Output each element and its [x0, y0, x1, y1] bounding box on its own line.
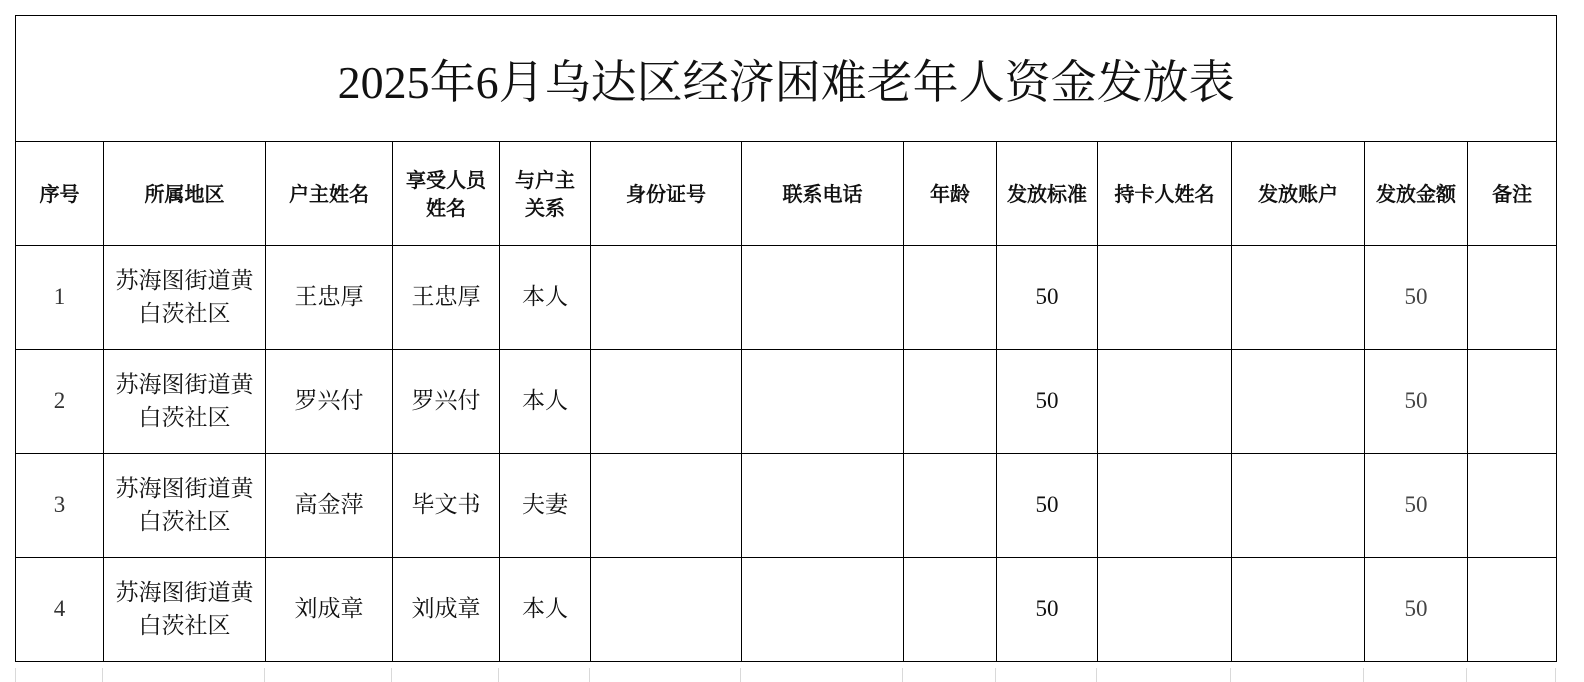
header-label-payment-account: 发放账户 — [1258, 181, 1338, 206]
cell-cardholder-name[interactable] — [1098, 454, 1232, 558]
gridline-cell — [392, 668, 499, 682]
cell-value-payment-amount: 50 — [1404, 596, 1428, 622]
cell-value-beneficiary-name: 王忠厚 — [411, 284, 481, 310]
header-id-number[interactable] — [591, 142, 742, 246]
cell-relation[interactable] — [500, 246, 591, 350]
cell-age[interactable] — [904, 558, 997, 662]
cell-value-seq: 2 — [53, 388, 66, 414]
header-label-householder-name: 户主姓名 — [289, 181, 369, 206]
cell-value-payment-amount: 50 — [1404, 284, 1428, 310]
gridline-cell — [1231, 668, 1364, 682]
cell-payment-standard[interactable] — [997, 350, 1098, 454]
cell-householder-name[interactable] — [266, 558, 393, 662]
header-payment-standard[interactable] — [997, 142, 1098, 246]
gridline-cell — [265, 668, 392, 682]
cell-payment-account[interactable] — [1232, 246, 1365, 350]
cell-value-beneficiary-name: 毕文书 — [411, 492, 481, 518]
gridline-cell — [499, 668, 590, 682]
cell-seq[interactable] — [16, 558, 104, 662]
gridline-cell — [15, 668, 103, 682]
table-row — [16, 558, 1557, 662]
header-cardholder-name[interactable] — [1098, 142, 1232, 246]
cell-beneficiary-name[interactable] — [393, 350, 500, 454]
title-row — [16, 16, 1557, 142]
cell-relation[interactable] — [500, 558, 591, 662]
gridline-cell — [103, 668, 265, 682]
column-header-row — [16, 142, 1557, 246]
header-seq[interactable] — [16, 142, 104, 246]
cell-payment-account[interactable] — [1232, 558, 1365, 662]
gridline-cell — [741, 668, 903, 682]
header-label-age: 年龄 — [930, 181, 970, 206]
cell-householder-name[interactable] — [266, 454, 393, 558]
cell-householder-name[interactable] — [266, 246, 393, 350]
cell-region[interactable] — [104, 246, 266, 350]
header-label-cardholder-name: 持卡人姓名 — [1114, 181, 1215, 206]
cell-cardholder-name[interactable] — [1098, 350, 1232, 454]
cell-relation[interactable] — [500, 350, 591, 454]
cell-payment-amount[interactable] — [1365, 454, 1468, 558]
cell-phone[interactable] — [742, 454, 904, 558]
cell-remark[interactable] — [1468, 558, 1557, 662]
cell-seq[interactable] — [16, 246, 104, 350]
header-payment-account[interactable] — [1232, 142, 1365, 246]
gridline-cell — [590, 668, 741, 682]
cell-value-relation: 本人 — [522, 388, 568, 414]
cell-value-relation: 本人 — [522, 596, 568, 622]
table-row — [16, 246, 1557, 350]
header-label-remark: 备注 — [1492, 181, 1533, 206]
cell-phone[interactable] — [742, 246, 904, 350]
cell-region[interactable] — [104, 558, 266, 662]
cell-value-region: 苏海图街道黄白茨社区 — [115, 476, 254, 534]
cell-value-beneficiary-name: 罗兴付 — [411, 388, 481, 414]
cell-value-seq: 1 — [53, 284, 66, 310]
table-row — [16, 350, 1557, 454]
cell-value-householder-name: 罗兴付 — [294, 388, 364, 414]
cell-value-payment-standard: 50 — [1035, 596, 1059, 622]
cell-age[interactable] — [904, 246, 997, 350]
cell-payment-amount[interactable] — [1365, 558, 1468, 662]
cell-payment-amount[interactable] — [1365, 246, 1468, 350]
cell-beneficiary-name[interactable] — [393, 558, 500, 662]
cell-value-relation: 本人 — [522, 284, 568, 310]
header-label-payment-standard: 发放标准 — [1007, 181, 1087, 206]
cell-value-payment-standard: 50 — [1035, 492, 1059, 518]
header-age[interactable] — [904, 142, 997, 246]
payment-table — [15, 15, 1557, 662]
cell-cardholder-name[interactable] — [1098, 558, 1232, 662]
cell-value-householder-name: 王忠厚 — [294, 284, 364, 310]
header-label-beneficiary-name: 享受人员姓名 — [406, 167, 486, 220]
table-title-cell[interactable] — [16, 16, 1557, 142]
cell-value-seq: 4 — [53, 596, 66, 622]
cell-value-payment-standard: 50 — [1035, 284, 1059, 310]
cell-region[interactable] — [104, 454, 266, 558]
cell-payment-account[interactable] — [1232, 454, 1365, 558]
header-label-id-number: 身份证号 — [626, 181, 706, 206]
header-beneficiary-name[interactable] — [393, 142, 500, 246]
cell-value-payment-amount: 50 — [1404, 492, 1428, 518]
gridline-cell — [903, 668, 996, 682]
header-label-region: 所属地区 — [144, 181, 225, 206]
cell-value-region: 苏海图街道黄白茨社区 — [115, 268, 254, 326]
cell-remark[interactable] — [1468, 350, 1557, 454]
cell-value-seq: 3 — [53, 492, 66, 518]
cell-householder-name[interactable] — [266, 350, 393, 454]
cell-relation[interactable] — [500, 454, 591, 558]
sheet-gridlines — [15, 668, 1556, 682]
header-label-seq: 序号 — [39, 181, 80, 206]
cell-age[interactable] — [904, 454, 997, 558]
cell-value-beneficiary-name: 刘成章 — [411, 596, 481, 622]
cell-value-relation: 夫妻 — [522, 492, 568, 518]
header-householder-name[interactable] — [266, 142, 393, 246]
cell-value-region: 苏海图街道黄白茨社区 — [115, 580, 254, 638]
cell-remark[interactable] — [1468, 246, 1557, 350]
cell-beneficiary-name[interactable] — [393, 246, 500, 350]
cell-remark[interactable] — [1468, 454, 1557, 558]
cell-beneficiary-name[interactable] — [393, 454, 500, 558]
gridline-cell — [1364, 668, 1467, 682]
header-label-phone: 联系电话 — [782, 181, 863, 206]
cell-seq[interactable] — [16, 350, 104, 454]
cell-id-number[interactable] — [591, 558, 742, 662]
cell-seq[interactable] — [16, 454, 104, 558]
cell-payment-standard[interactable] — [997, 454, 1098, 558]
cell-value-payment-amount: 50 — [1404, 388, 1428, 414]
header-region[interactable] — [104, 142, 266, 246]
header-relation[interactable] — [500, 142, 591, 246]
cell-payment-standard[interactable] — [997, 558, 1098, 662]
header-remark[interactable] — [1468, 142, 1557, 246]
gridline-cell — [1467, 668, 1556, 682]
cell-value-householder-name: 刘成章 — [294, 596, 364, 622]
cell-payment-standard[interactable] — [997, 246, 1098, 350]
gridline-cell — [1097, 668, 1231, 682]
cell-age[interactable] — [904, 350, 997, 454]
header-payment-amount[interactable] — [1365, 142, 1468, 246]
cell-id-number[interactable] — [591, 246, 742, 350]
cell-phone[interactable] — [742, 558, 904, 662]
cell-value-region: 苏海图街道黄白茨社区 — [115, 372, 254, 430]
cell-value-householder-name: 高金萍 — [294, 492, 364, 518]
table-title: 2025年6月乌达区经济困难老年人资金发放表 — [337, 56, 1235, 108]
gridline-cell — [996, 668, 1097, 682]
cell-phone[interactable] — [742, 350, 904, 454]
cell-region[interactable] — [104, 350, 266, 454]
table-row — [16, 454, 1557, 558]
cell-payment-account[interactable] — [1232, 350, 1365, 454]
cell-cardholder-name[interactable] — [1098, 246, 1232, 350]
header-label-payment-amount: 发放金额 — [1376, 181, 1456, 206]
header-label-relation: 与户主关系 — [515, 167, 575, 220]
header-phone[interactable] — [742, 142, 904, 246]
cell-id-number[interactable] — [591, 454, 742, 558]
cell-payment-amount[interactable] — [1365, 350, 1468, 454]
cell-value-payment-standard: 50 — [1035, 388, 1059, 414]
cell-id-number[interactable] — [591, 350, 742, 454]
